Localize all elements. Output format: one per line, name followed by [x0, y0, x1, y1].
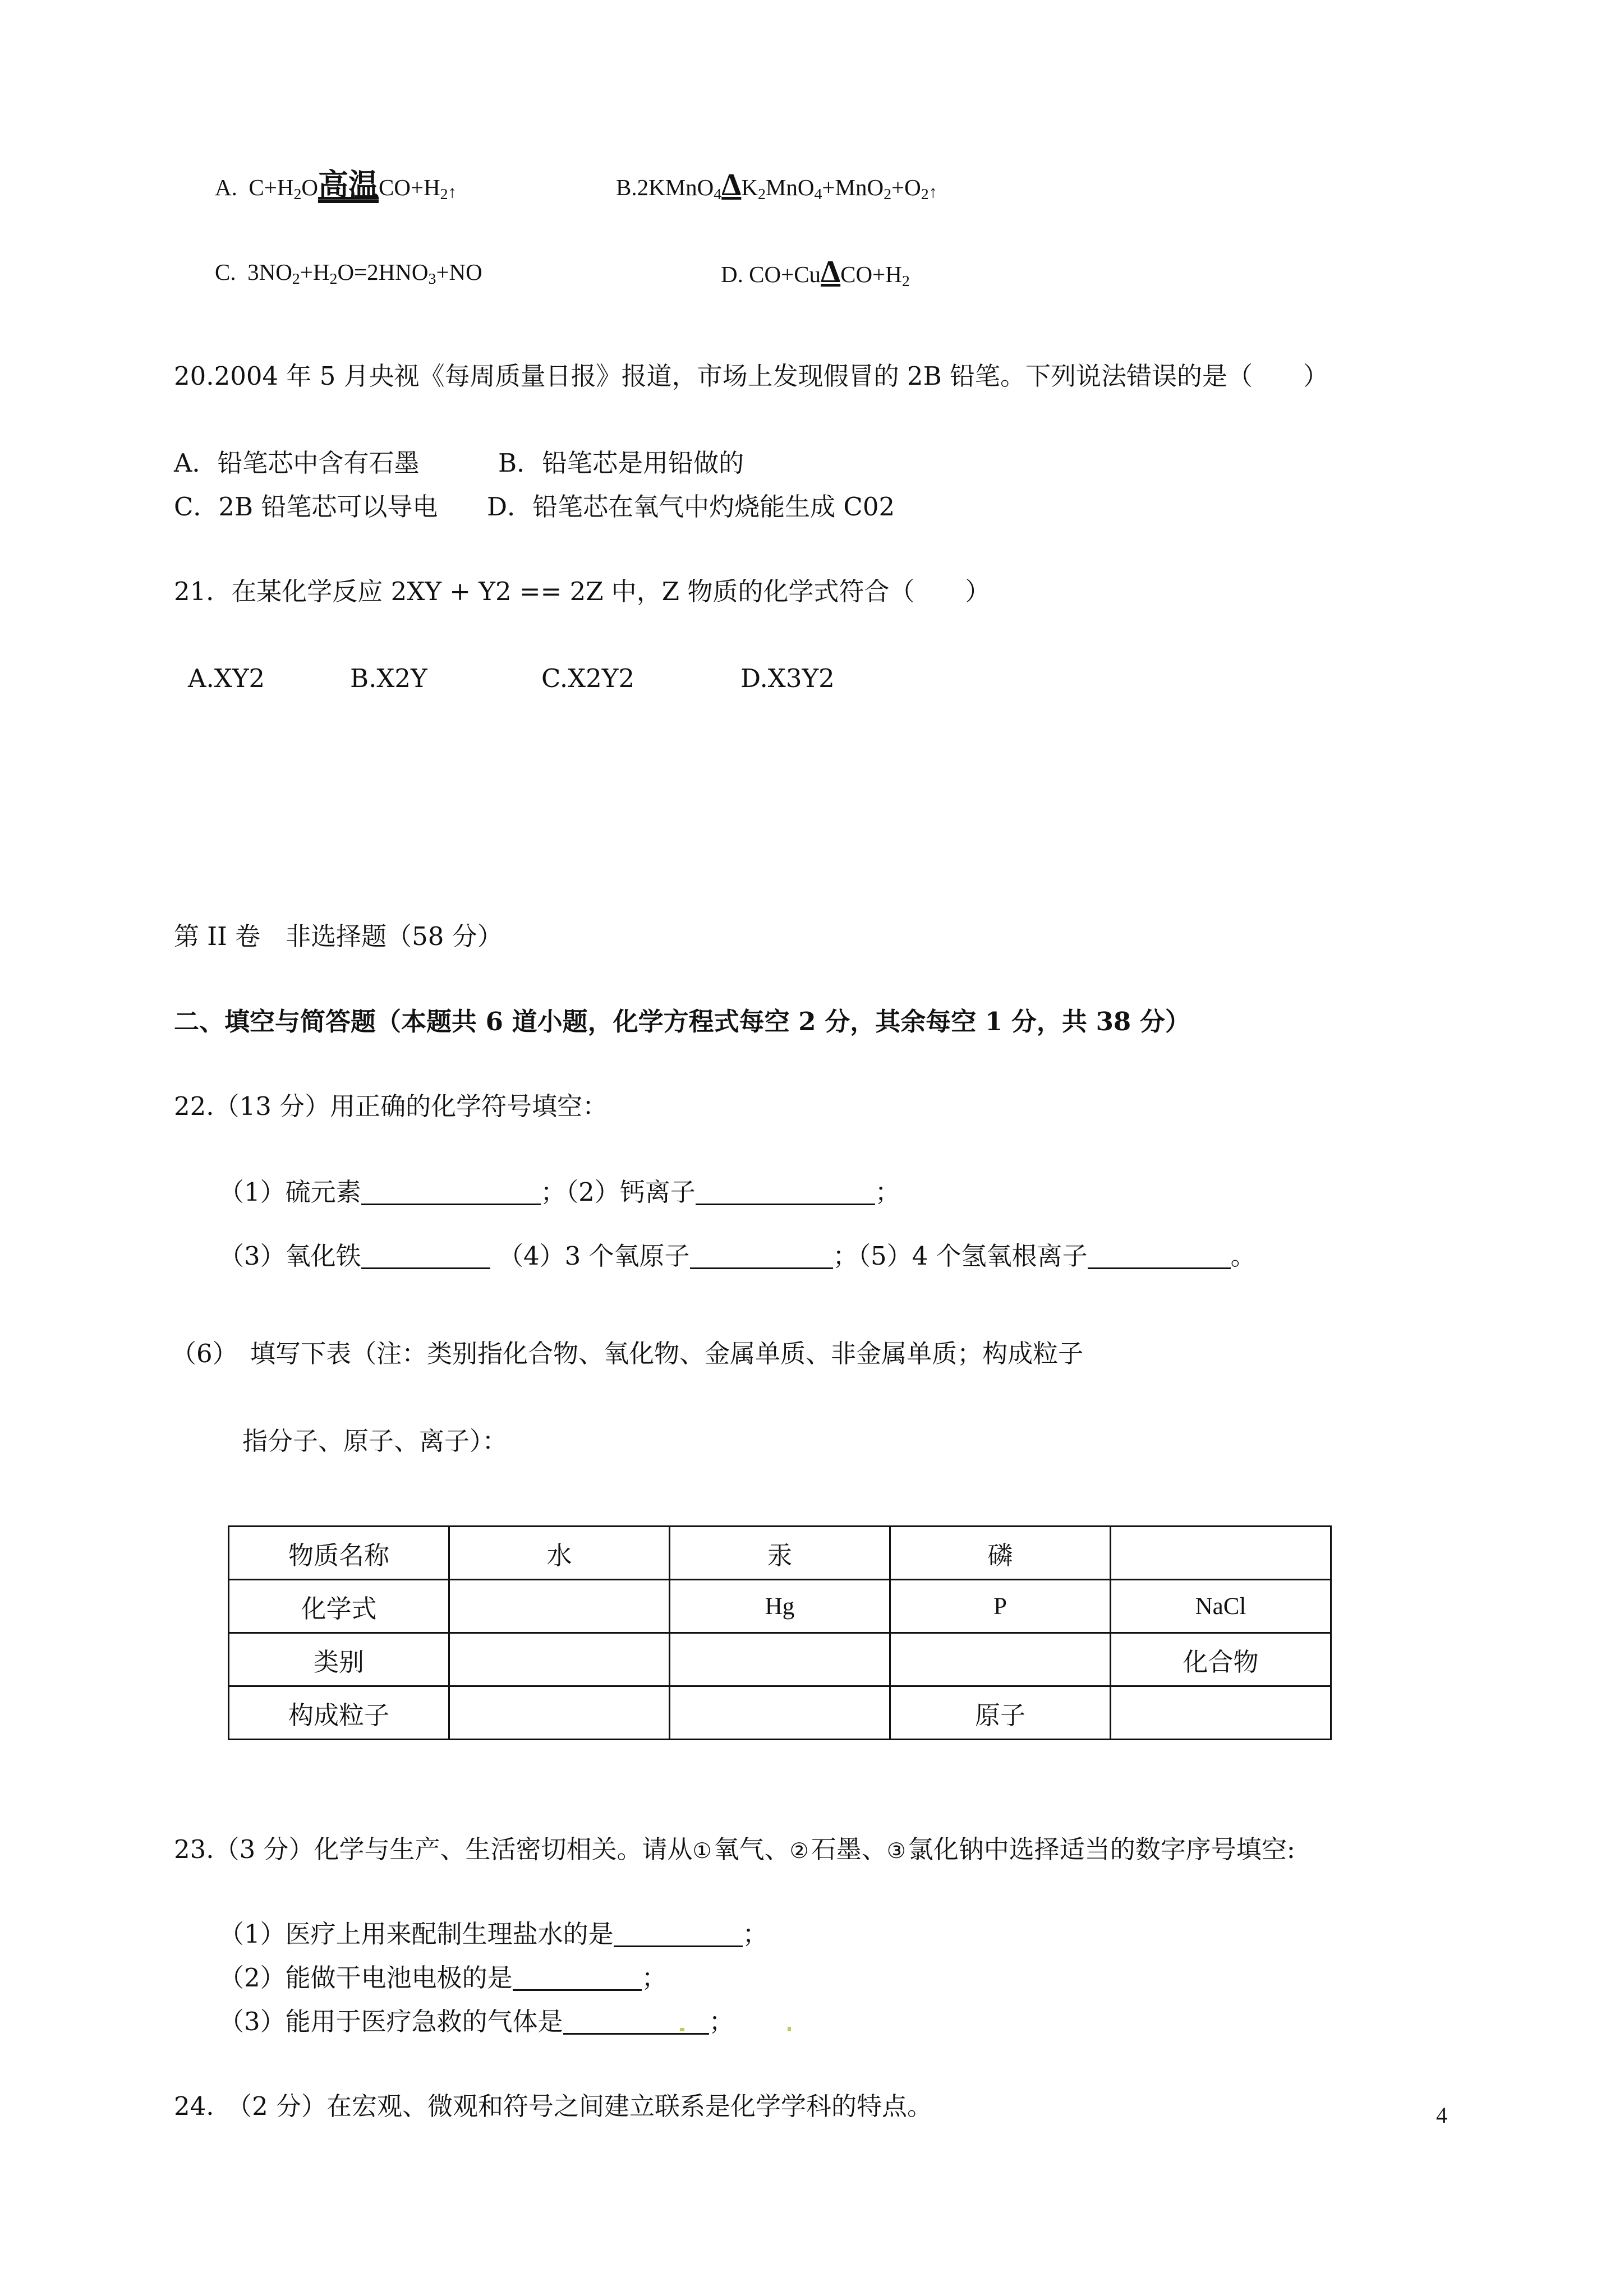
section2-title: 二、填空与简答题（本题共 6 道小题，化学方程式每空 2 分，其余每空 1 分，共 38 分）: [174, 1007, 1190, 1036]
answer-blank[interactable]: [361, 1244, 490, 1269]
answer-blank[interactable]: [614, 1922, 743, 1947]
table-cell: 类别: [229, 1633, 449, 1686]
q20-option-d: D．铅笔芯在氧气中灼烧能生成 C02: [487, 492, 895, 522]
q22-line-2: （3）氧化铁 （4）3 个氧原子 ；（5）4 个氢氧根离子 。: [219, 1241, 1256, 1271]
q21-option-d: D.X3Y2: [740, 663, 835, 693]
answer-blank[interactable]: [361, 1180, 541, 1205]
table-cell[interactable]: [449, 1580, 670, 1633]
q23-line-1: （1）医疗上用来配制生理盐水的是 ；: [219, 1919, 768, 1949]
q20-option-a: A．铅笔芯中含有石墨: [174, 448, 420, 478]
answer-blank[interactable]: [690, 1244, 833, 1269]
circled-number-1: ①: [692, 1838, 712, 1863]
circled-number-2: ②: [789, 1838, 809, 1863]
table-cell: 化学式: [229, 1580, 449, 1633]
q21-option-a: A.XY2: [188, 663, 265, 693]
table-cell[interactable]: [1111, 1686, 1331, 1740]
q21-option-b: B.X2Y: [350, 663, 427, 693]
table-cell: 化合物: [1111, 1633, 1331, 1686]
q19-option-d: D. $CO+Cu\Delta CO+H_2$: [721, 255, 910, 290]
q22-line-3: （6） 填写下表（注：类别指化合物、氧化物、金属单质、非金属单质；构成粒子: [171, 1339, 1084, 1368]
heat-triangle-icon: Δ: [721, 168, 742, 202]
q22-line-4: 指分子、原子、离子）：: [242, 1426, 508, 1456]
table-cell: 磷: [890, 1527, 1111, 1580]
q21-stem: 21．在某化学反应 2XY + Y2 == 2Z 中，Z 物质的化学式符合（ ）: [174, 577, 991, 606]
circled-number-3: ③: [886, 1838, 906, 1863]
q22-line-1: （1）硫元素 ；（2）钙离子 ；: [219, 1177, 900, 1207]
q23-line-2: （2）能做干电池电极的是 ；: [219, 1963, 667, 1993]
reaction-condition-high-temp: 高温: [318, 168, 379, 202]
q24-stem: 24. （2 分）在宏观、微观和符号之间建立联系是化学学科的特点。: [174, 2091, 933, 2121]
table-row: [229, 1527, 1331, 1580]
table-cell[interactable]: [670, 1686, 890, 1740]
heat-triangle-icon: Δ: [821, 255, 841, 289]
answer-blank[interactable]: [696, 1180, 875, 1205]
q22-stem: 22.（13 分）用正确的化学符号填空：: [174, 1091, 608, 1121]
table-cell: 汞: [670, 1527, 890, 1580]
table-cell: Hg: [670, 1580, 890, 1633]
gas-arrow-icon: ↑: [928, 183, 937, 201]
q19-option-b: $B.2KMnO_4\Delta K_2MnO_4+MnO_2+O_2↑$: [616, 168, 937, 203]
table-cell[interactable]: [449, 1686, 670, 1740]
q19-option-a: A. $C+H_2O$高温$CO+H_2↑$: [215, 168, 457, 203]
table-row: [229, 1580, 1331, 1633]
q19-option-c: C. $3NO_2+H_2O=2HNO_3+NO$: [215, 259, 482, 288]
table-cell: 物质名称: [229, 1527, 449, 1580]
table-cell: 水: [449, 1527, 670, 1580]
table-cell: 构成粒子: [229, 1686, 449, 1740]
table-row: [229, 1633, 1331, 1686]
q20-option-c: C．2B 铅笔芯可以导电: [174, 492, 438, 522]
substance-table: [228, 1525, 1332, 1740]
q21-option-c: C.X2Y2: [541, 663, 635, 693]
q23-line-3: （3）能用于医疗急救的气体是 ；: [219, 2007, 734, 2036]
answer-blank[interactable]: [1088, 1244, 1231, 1269]
part2-title: 第 II 卷 非选择题（58 分）: [174, 921, 503, 951]
table-cell[interactable]: [890, 1633, 1111, 1686]
q23-stem: 23.（3 分）化学与生产、生活密切相关。请从①氧气、②石墨、③氯化钠中选择适当的数字序号填空:: [174, 1833, 1442, 1868]
page-number: 4: [1436, 2103, 1447, 2128]
table-row: [229, 1686, 1331, 1740]
q20-stem: 20.2004 年 5 月央视《每周质量日报》报道，市场上发现假冒的 2B 铅笔。下列说法错误的是（ ）: [174, 361, 1328, 391]
q20-option-b: B．铅笔芯是用铅做的: [498, 448, 744, 478]
answer-blank[interactable]: [513, 1966, 642, 1991]
table-cell: NaCl: [1111, 1580, 1331, 1633]
speck-mark: [788, 2027, 791, 2031]
answer-blank[interactable]: [563, 2009, 709, 2035]
speck-mark: [680, 2028, 684, 2031]
table-cell[interactable]: [1111, 1527, 1331, 1580]
table-cell[interactable]: [670, 1633, 890, 1686]
table-cell: P: [890, 1580, 1111, 1633]
gas-arrow-icon: ↑: [448, 183, 457, 201]
table-cell[interactable]: [449, 1633, 670, 1686]
table-cell: 原子: [890, 1686, 1111, 1740]
